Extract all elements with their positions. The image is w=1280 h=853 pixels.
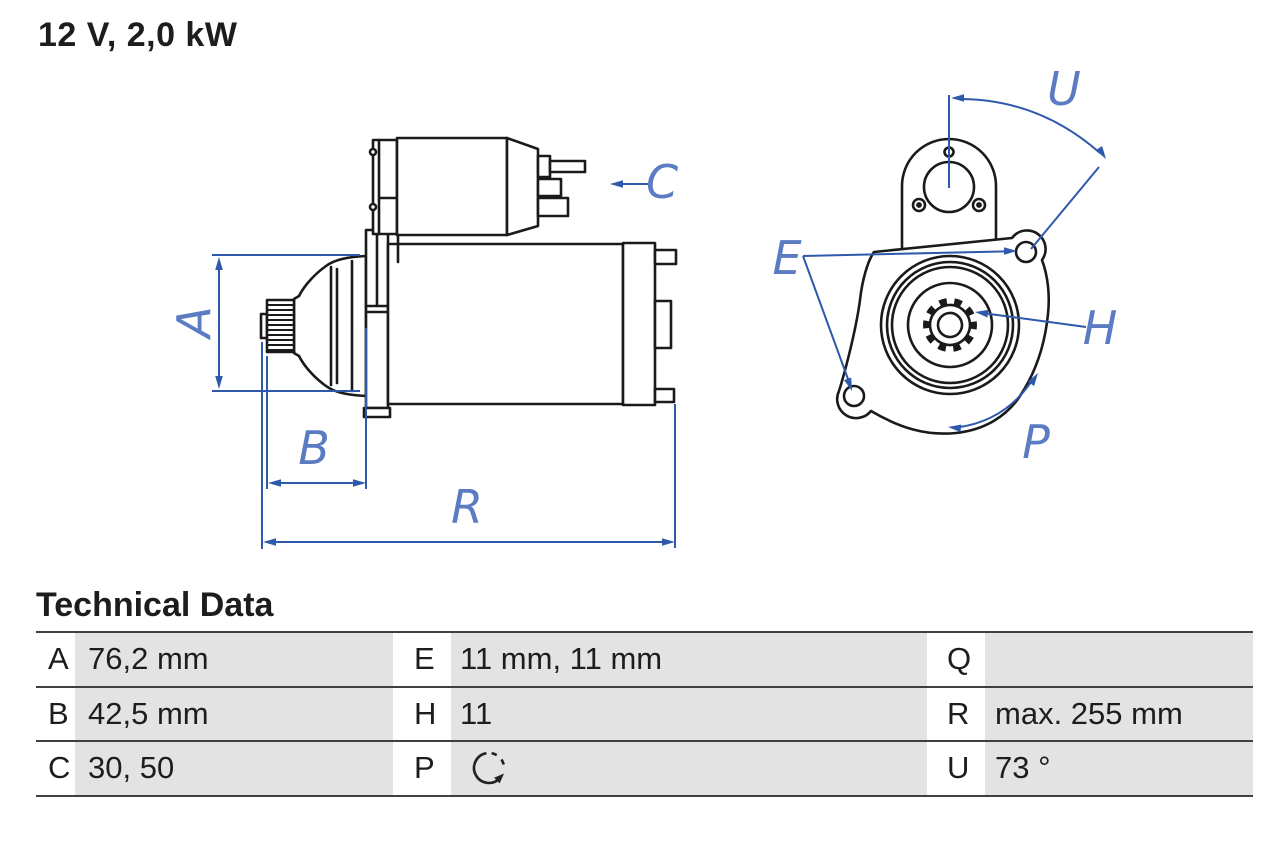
dim-value-U: 73 ° [985,742,1253,795]
dim-key-Q: Q [927,633,985,686]
technical-data-heading: Technical Data [36,586,274,624]
table-row [36,740,1253,795]
table-row [36,686,1253,741]
dim-key-R: R [927,688,985,741]
motor-body [388,244,623,404]
dim-key-C: C [36,742,75,795]
table-row [36,631,1253,686]
front-view-drawing [837,139,1049,434]
mount-hole-bottom-left [844,386,864,406]
dim-value-A: 76,2 mm [75,633,393,686]
page-title: 12 V, 2,0 kW [38,16,238,54]
rotation-clockwise-icon [466,745,512,791]
dim-value-R: max. 255 mm [985,688,1253,741]
dim-label-P: P [1022,415,1050,469]
dim-value-B: 42,5 mm [75,688,393,741]
solenoid-terminals [538,156,585,216]
mount-hole-top-right [1016,242,1036,262]
dim-key-A: A [36,633,75,686]
dim-value-Q [985,633,1253,686]
dim-label-A: A [167,306,221,338]
dim-key-B: B [36,688,75,741]
dim-key-H: H [393,688,451,741]
dim-label-R: R [451,480,483,534]
end-cap [623,243,655,405]
dim-label-H: H [1082,301,1118,355]
dim-value-H: 11 [451,688,927,741]
dim-label-C: C [645,155,679,209]
dim-label-U: U [1047,62,1081,116]
dim-value-C: 30, 50 [75,742,393,795]
dim-value-E: 11 mm, 11 mm [451,633,927,686]
dim-key-E: E [393,633,451,686]
side-view-drawing [261,138,679,417]
solenoid [397,138,507,235]
technical-data-table [36,631,1253,797]
dim-key-U: U [927,742,985,795]
dim-key-P: P [393,742,451,795]
dim-value-P [451,742,927,795]
dim-label-E: E [772,231,802,285]
dim-label-B: B [298,421,330,475]
